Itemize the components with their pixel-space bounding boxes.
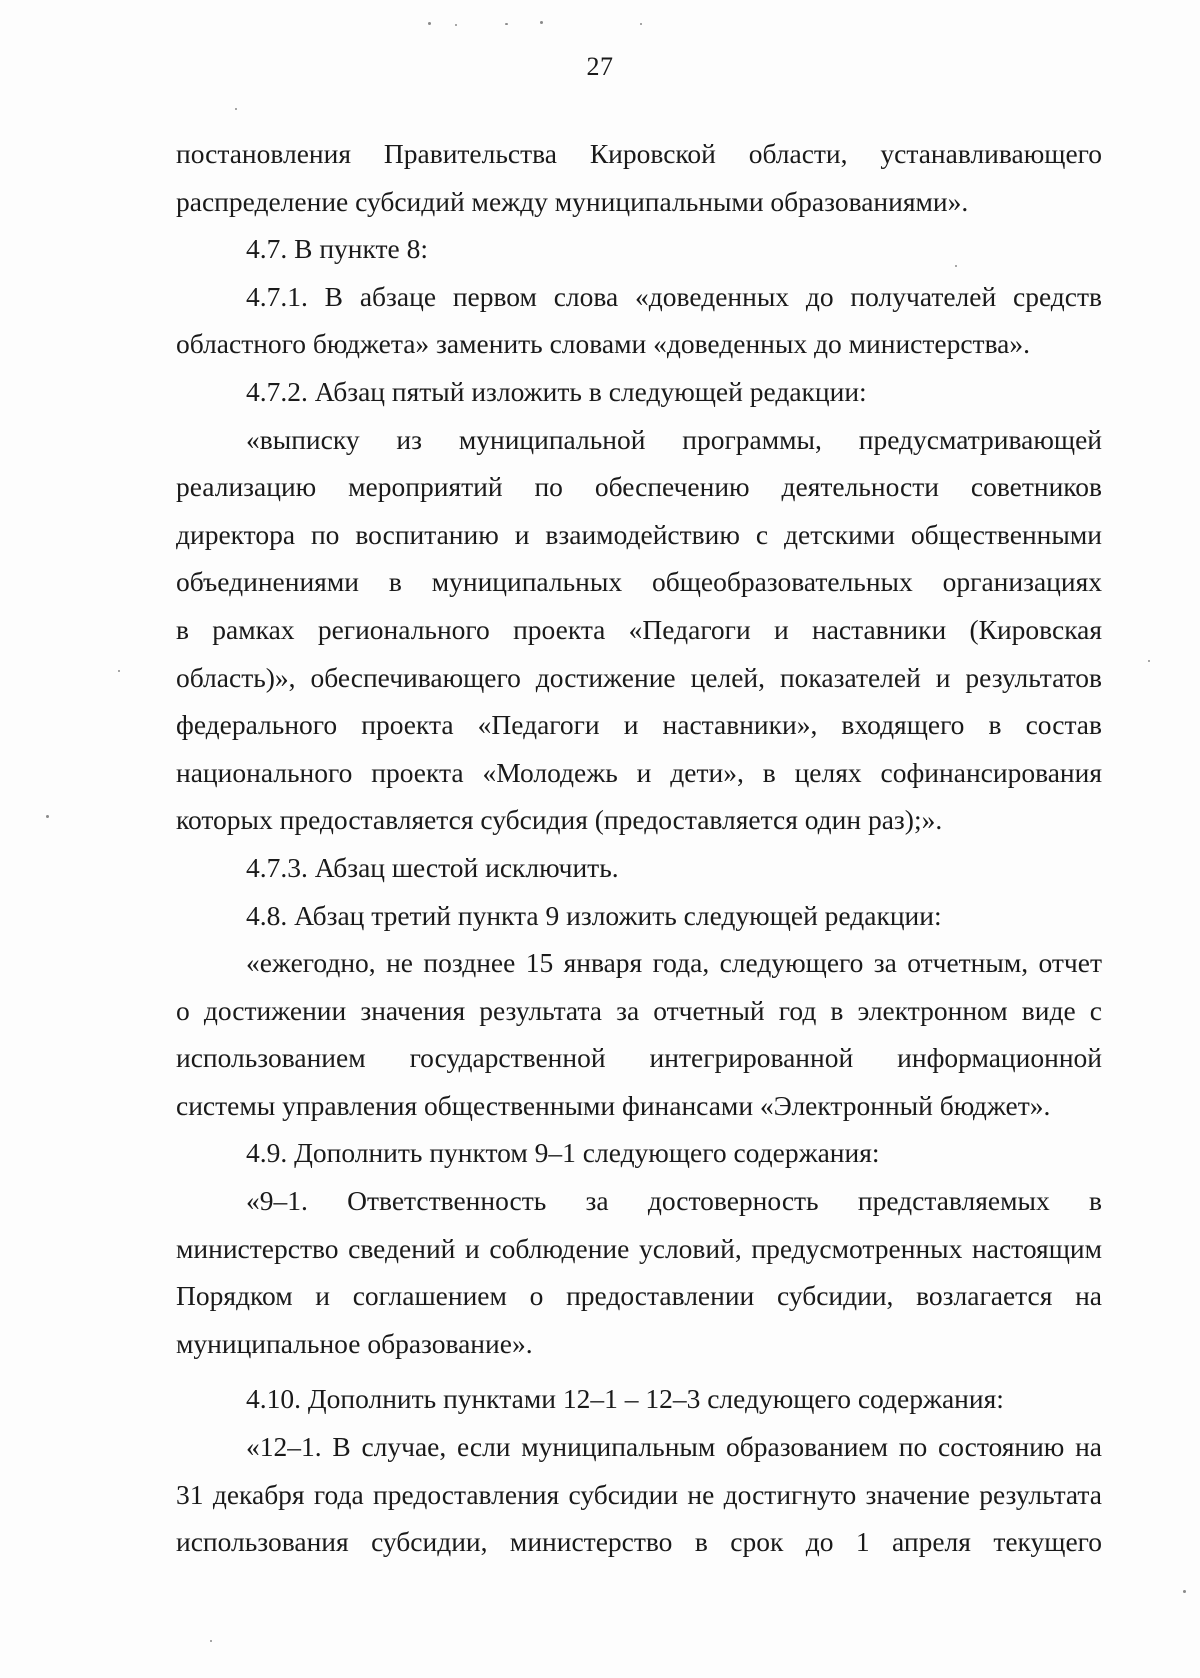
text-line: постановления Правительства Кировской области, устанавливающего	[176, 138, 1102, 169]
text-line: реализацию мероприятий по обеспечению деятельности советников	[176, 471, 1102, 503]
page-number: 27	[586, 52, 614, 81]
text-line: 4.7. В пункте 8:	[246, 233, 429, 265]
text-line: «ежегодно, не позднее 15 января года, следующего за отчетным, отчет	[246, 947, 1102, 979]
text-line: национального проекта «Молодежь и дети», в целях софинансирования	[176, 756, 1102, 788]
text-line: 4.9. Дополнить пунктом 9–1 следующего содержания:	[246, 1137, 880, 1169]
scan-speck	[210, 1640, 212, 1642]
scan-speck	[540, 21, 543, 24]
text-line: о достижении значения результата за отчетный год в электронном виде с	[176, 994, 1102, 1026]
text-line: директора по воспитанию и взаимодействию с детскими общественными	[176, 518, 1102, 550]
scan-speck	[46, 815, 49, 818]
scan-speck	[955, 265, 957, 267]
text-line: 4.7.1. В абзаце первом слова «доведенных до получателей средств	[246, 280, 1102, 312]
text-line: которых предоставляется субсидия (предоставляется один раз);».	[176, 804, 943, 836]
scan-speck	[118, 670, 120, 672]
text-line: распределение субсидий между муниципальными образованиями».	[176, 185, 969, 217]
document-body	[176, 130, 1102, 1566]
text-line: областного бюджета» заменить словами «доведенных до министерства».	[176, 328, 1031, 360]
text-line: объединениями в муниципальных общеобразовательных организациях	[176, 566, 1102, 598]
text-line: министерство сведений и соблюдение условий, предусмотренных настоящим	[176, 1232, 1102, 1264]
scan-speck	[235, 108, 237, 110]
scan-speck	[428, 22, 431, 25]
text-line: 4.10. Дополнить пунктами 12–1 – 12–3 следующего содержания:	[246, 1383, 1004, 1415]
scan-speck	[1148, 660, 1150, 662]
scan-speck	[640, 23, 642, 25]
text-line: использования субсидии, министерство в срок до 1 апреля текущего	[176, 1526, 1102, 1558]
text-line: федерального проекта «Педагоги и наставники», входящего в состав	[176, 709, 1102, 741]
text-line: «12–1. В случае, если муниципальным образованием по состоянию на	[246, 1431, 1102, 1463]
text-line: использованием государственной интегрированной информационной	[176, 1042, 1102, 1074]
text-line: «выписку из муниципальной программы, предусматривающей	[246, 423, 1102, 455]
scan-speck	[1183, 1590, 1186, 1593]
text-line: системы управления общественными финансами «Электронный бюджет».	[176, 1089, 1051, 1121]
text-line: муниципальное образование».	[176, 1327, 533, 1359]
text-line: 4.8. Абзац третий пункта 9 изложить следующей редакции:	[246, 899, 942, 931]
text-line: в рамках регионального проекта «Педагоги и наставники (Кировская	[176, 613, 1102, 645]
scan-speck	[455, 24, 457, 26]
text-line: 4.7.3. Абзац шестой исключить.	[246, 851, 619, 883]
scan-speck	[505, 23, 508, 25]
text-line: Порядком и соглашением о предоставлении субсидии, возлагается на	[176, 1280, 1102, 1312]
text-line: 31 декабря года предоставления субсидии не достигнуто значение результата	[176, 1478, 1102, 1510]
text-line: область)», обеспечивающего достижение целей, показателей и результатов	[176, 661, 1102, 693]
paragraph-gap	[176, 1367, 1102, 1375]
text-line: «9–1. Ответственность за достоверность представляемых в	[246, 1185, 1102, 1217]
text-line: 4.7.2. Абзац пятый изложить в следующей редакции:	[246, 375, 867, 407]
